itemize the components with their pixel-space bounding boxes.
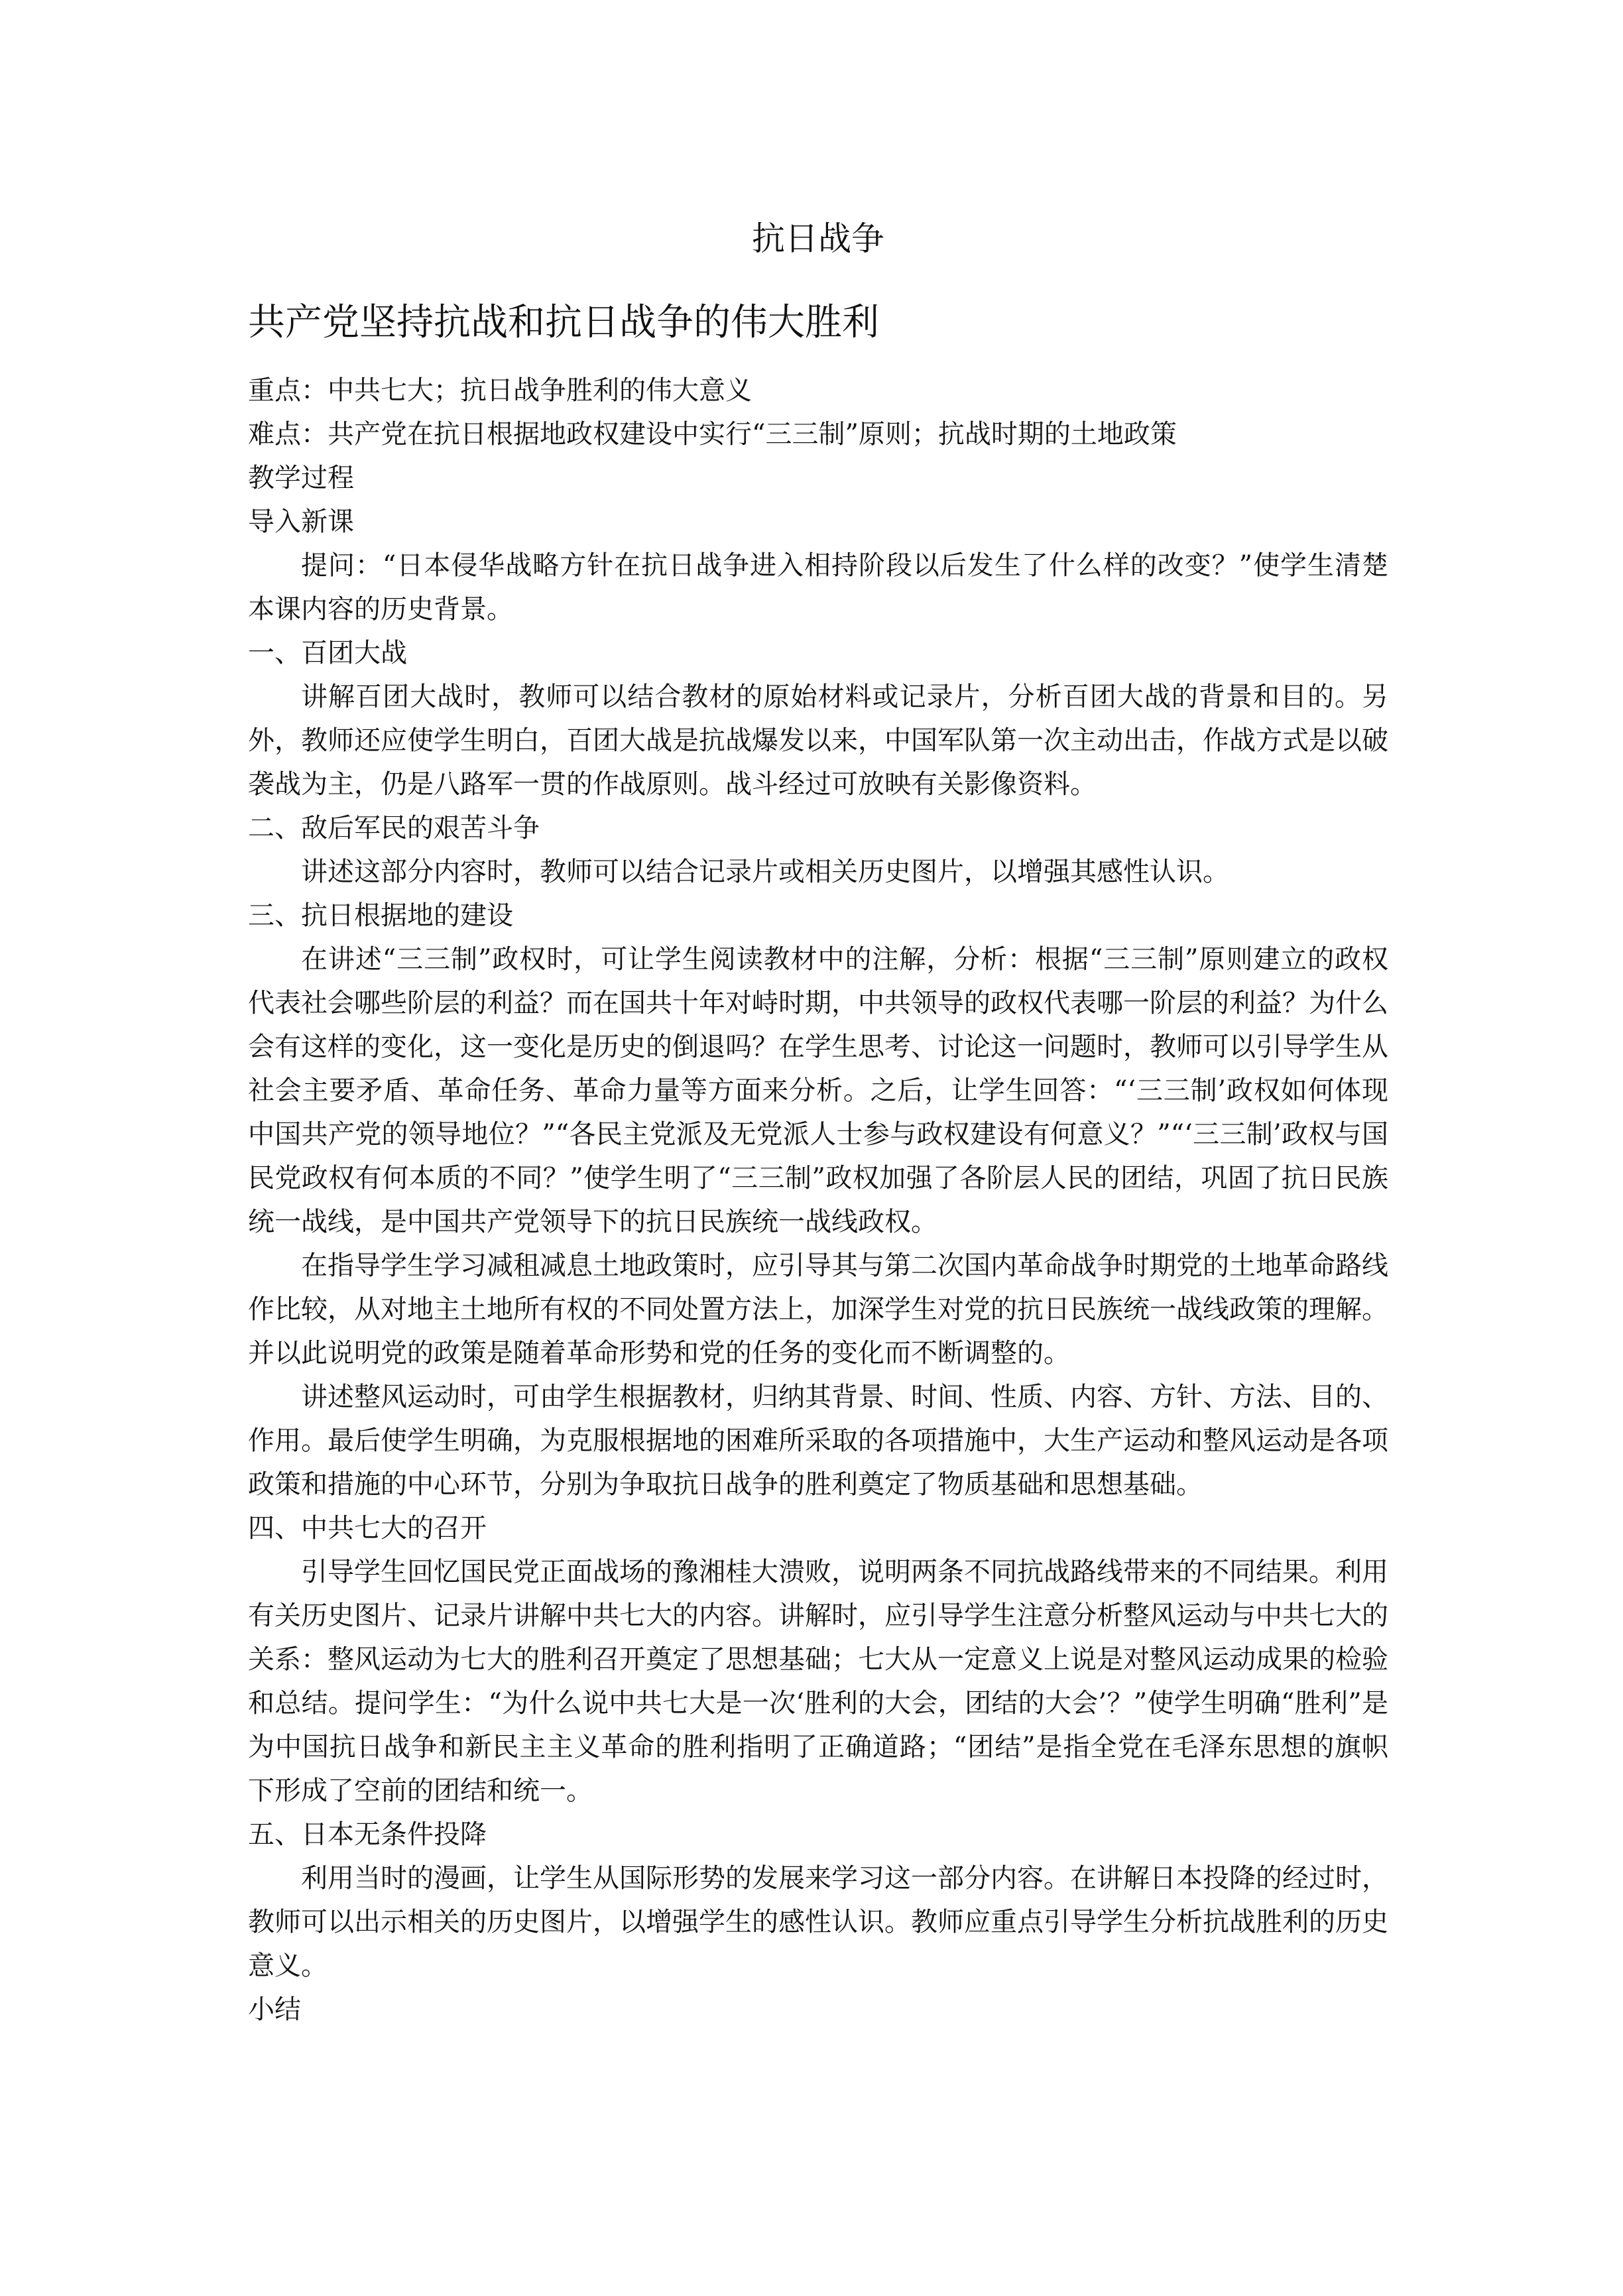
- document-subtitle: 共产党坚持抗战和抗日战争的伟大胜利: [248, 301, 879, 344]
- key-points: 重点：中共七大；抗日战争胜利的伟大意义: [248, 375, 752, 406]
- section-heading: 一、百团大战: [248, 638, 407, 668]
- section-paragraph: 讲解百团大战时，教师可以结合教材的原始材料或记录片，分析百团大战的背景和目的。另外，教师还应使学生明白，百团大战是抗战爆发以来，中国军队第一次主动出击，作战方式是以破袭战为主，仍是八路军一贯的作战原则。战斗经过可放映有关影像资料。: [248, 682, 1388, 800]
- section-paragraph: 讲述这部分内容时，教师可以结合记录片或相关历史图片，以增强其感性认识。: [301, 857, 1229, 887]
- document-page: [248, 212, 1388, 2031]
- intro-paragraph: 提问：“日本侵华战略方针在抗日战争进入相持阶段以后发生了什么样的改变？”使学生清楚本课内容的历史背景。: [248, 550, 1388, 625]
- section-paragraph: 在指导学生学习减租减息土地政策时，应引导其与第二次国内革命战争时期党的土地革命路线作比较，从对地主土地所有权的不同处置方法上，加深学生对党的抗日民族统一战线政策的理解。并以此说明党的政策是随着革命形势和党的任务的变化而不断调整的。: [248, 1250, 1388, 1368]
- section-paragraph: 引导学生回忆国民党正面战场的豫湘桂大溃败，说明两条不同抗战路线带来的不同结果。利用有关历史图片、记录片讲解中共七大的内容。讲解时，应引导学生注意分析整风运动与中共七大的关系：整风运动为七大的胜利召开奠定了思想基础；七大从一定意义上说是对整风运动成果的检验和总结。提问学生：“为什么说中共七大是一次‘胜利的大会，团结的大会’？”使学生明确“胜利”是为中国抗日战争和新民主主义革命的胜利指明了正确道路；“团结”是指全党在毛泽东思想的旗帜下形成了空前的团结和统一。: [248, 1557, 1388, 1806]
- section-paragraph: 在讲述“三三制”政权时，可让学生阅读教材中的注解，分析：根据“三三制”原则建立的政权代表社会哪些阶层的利益？而在国共十年对峙时期，中共领导的政权代表哪一阶层的利益？为什么会有这样的变化，这一变化是历史的倒退吗？在学生思考、讨论这一问题时，教师可以引导学生从社会主要矛盾、革命任务、革命力量等方面来分析。之后，让学生回答：“‘三三制’政权如何体现中国共产党的领导地位？”“各民主党派及无党派人士参与政权建设有何意义？”“‘三三制’政权与国民党政权有何本质的不同？”使学生明了“三三制”政权加强了各阶层人民的团结，巩固了抗日民族统一战线，是中国共产党领导下的抗日民族统一战线政权。: [248, 944, 1388, 1237]
- section-heading: 二、敌后军民的艰苦斗争: [248, 813, 540, 843]
- section-heading: 三、抗日根据地的建设: [248, 900, 513, 931]
- process-heading: 教学过程: [248, 463, 354, 493]
- summary-heading: 小结: [248, 1994, 301, 2025]
- section-heading: 五、日本无条件投降: [248, 1819, 487, 1850]
- difficulties: 难点：共产党在抗日根据地政权建设中实行“三三制”原则；抗战时期的土地政策: [248, 419, 1177, 450]
- section-paragraph: 讲述整风运动时，可由学生根据教材，归纳其背景、时间、性质、内容、方针、方法、目的、作用。最后使学生明确，为克服根据地的困难所采取的各项措施中，大生产运动和整风运动是各项政策和措施的中心环节，分别为争取抗日战争的胜利奠定了物质基础和思想基础。: [248, 1382, 1388, 1500]
- document-title: 抗日战争: [752, 219, 884, 258]
- section-heading: 四、中共七大的召开: [248, 1513, 487, 1543]
- section-paragraph: 利用当时的漫画，让学生从国际形势的发展来学习这一部分内容。在讲解日本投降的经过时，教师可以出示相关的历史图片，以增强学生的感性认识。教师应重点引导学生分析抗战胜利的历史意义。: [248, 1863, 1388, 1981]
- intro-heading: 导入新课: [248, 507, 354, 537]
